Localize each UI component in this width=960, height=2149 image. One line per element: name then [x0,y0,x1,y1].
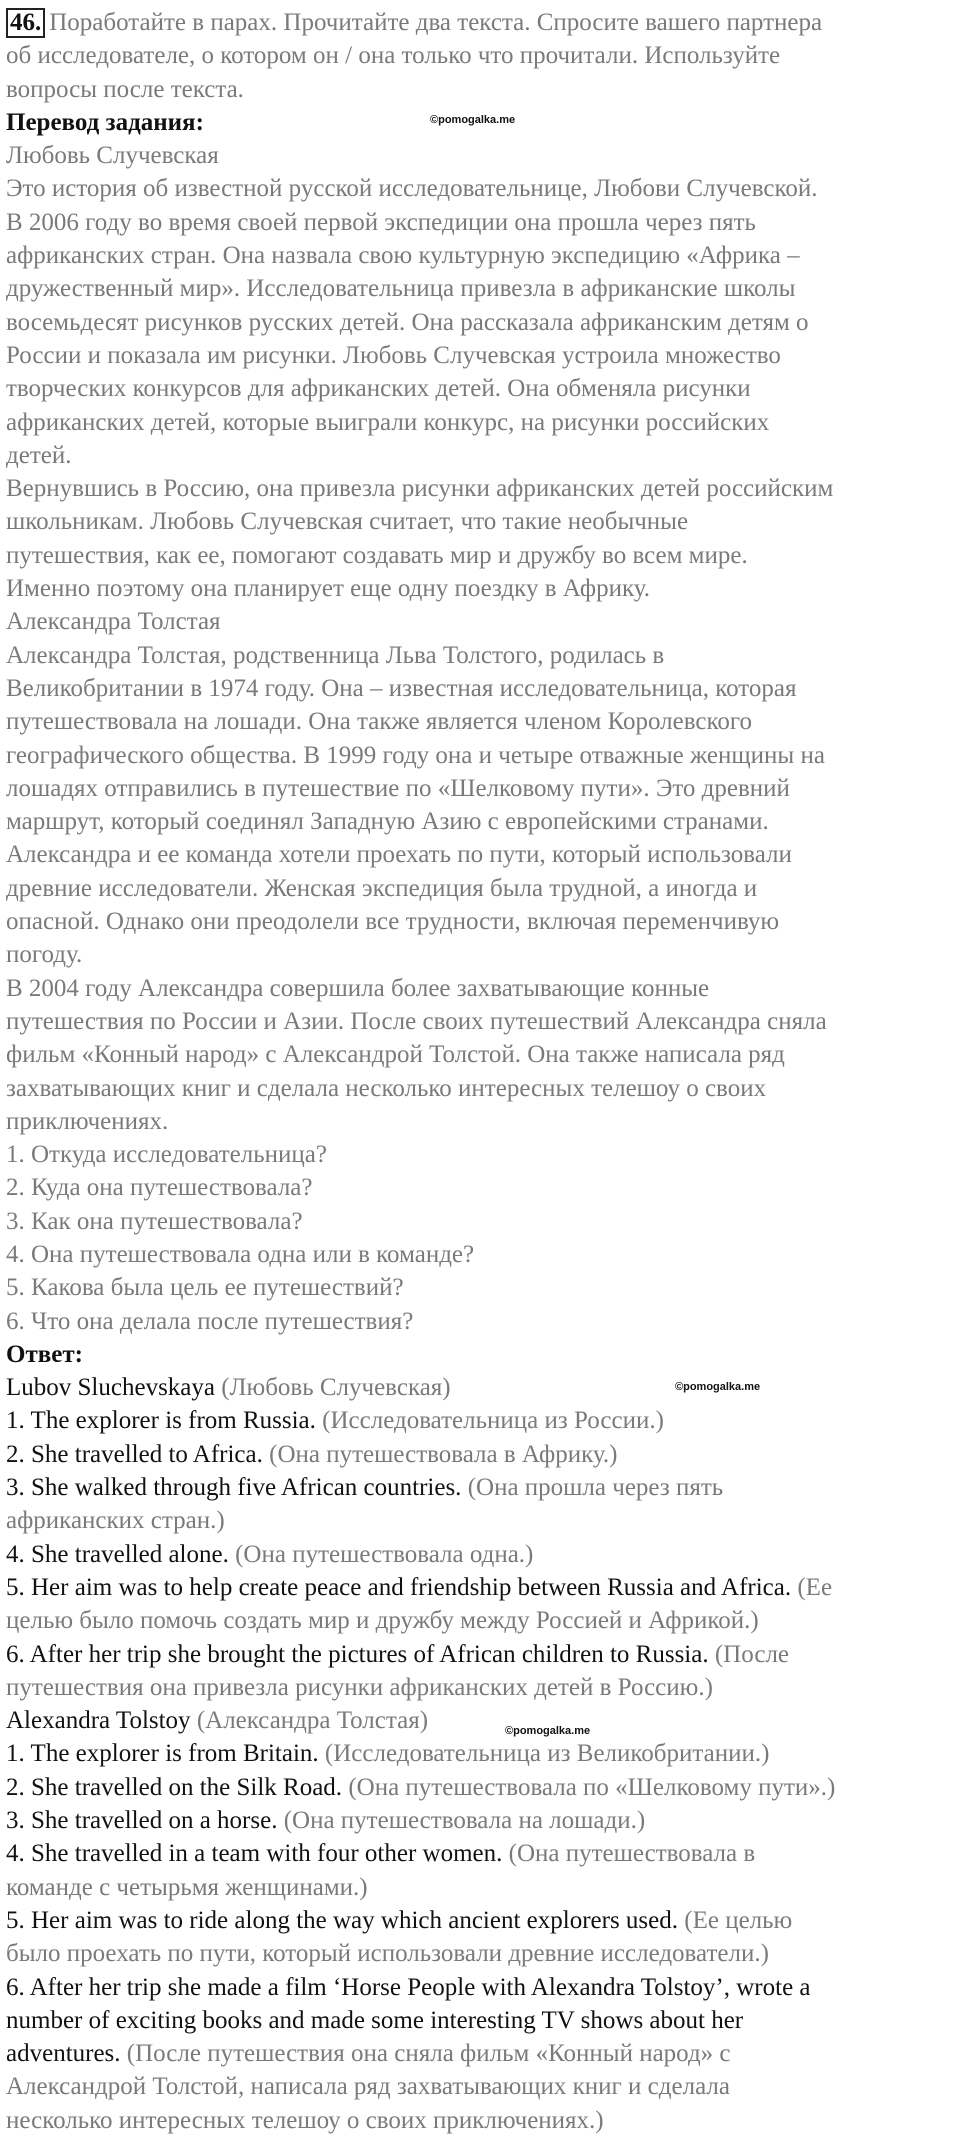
text1-line: африканских детей, которые выиграли конкурс, на рисунки российских [6,408,770,436]
answer1-name [6,1371,956,1404]
watermark: ©pomogalka.me [505,1725,591,1737]
answer1-item [6,1538,956,1571]
answer-en: 6. After her trip she brought the pictures of African children to Russia. [6,1640,709,1668]
answer-en: 2. She travelled on the Silk Road. [6,1773,343,1801]
text2-line: древние исследователи. Женская экспедиция была трудной, а иногда и [6,874,758,902]
answer-ru-cont: команде с четырьмя женщинами.) [6,1873,368,1901]
text2-line: Великобритании в 1974 году. Она – известная исследовательница, которая [6,674,797,702]
answer-ru: (Ее целью [684,1906,793,1934]
text2-line: опасной. Однако они преодолели все трудности, включая переменчивую [6,908,780,936]
text2-line: лошадях отправились в путешествие по «Шелковому пути». Это древний [6,774,790,802]
answer2-item [6,1804,956,1837]
answer-ru: (Она путешествовала по «Шелковому пути».) [348,1773,836,1801]
answer-heading: Ответ: [6,1340,83,1368]
answer-en-cont: number of exciting books and made some interesting TV shows about her [6,2006,744,2034]
question: 1. Откуда исследовательница? [6,1141,327,1169]
answer1-item [6,1471,956,1504]
answer2-item [6,1837,956,1870]
answer-ru-cont: было проехать по пути, который использовали древние исследователи.) [6,1940,769,1968]
answer-en: 3. She walked through five African countries. [6,1474,462,1502]
answer2-name [6,1704,956,1737]
text2-line: Александра и ее команда хотели проехать по пути, который использовали [6,841,792,869]
text2-line: путешествия по России и Азии. После своих путешествий Александра сняла [6,1007,827,1035]
text2-line: маршрут, который соединял Западную Азию с европейскими странами. [6,808,769,836]
answer-ru: (Она прошла через пять [467,1474,724,1502]
question: 2. Куда она путешествовала? [6,1174,313,1202]
answer-ru: (Она путешествовала одна.) [235,1540,534,1568]
answer-ru: (Она путешествовала на лошади.) [283,1807,646,1835]
answer-en: 1. The explorer is from Russia. [6,1407,316,1435]
text1-line: В 2006 году во время своей первой экспедиции она прошла через пять [6,208,756,236]
answer2-item [6,1771,956,1804]
answer2-item [6,2037,956,2070]
text1-line: творческих конкурсов для африканских детей. Она обменяла рисунки [6,375,751,403]
answer-ru-cont: несколько интересных телешоу о своих приключениях.) [6,2106,604,2134]
answer-en-cont: adventures. [6,2040,121,2068]
text2-line: приключениях. [6,1107,169,1135]
text2-title: Александра Толстая [6,608,221,636]
answer2-item [6,1737,956,1770]
translation-heading: Перевод задания: [6,108,204,136]
text1-line: дружественный мир». Исследовательница привезла в африканские школы [6,275,796,303]
answer-ru: (Исследовательница из России.) [322,1407,664,1435]
text1-line: Вернувшись в Россию, она привезла рисунки африканских детей российским [6,475,834,503]
text1-line: Именно поэтому она планирует еще одну поездку в Африку. [6,575,650,603]
text1-line: Это история об известной русской исследовательнице, Любови Случевской. [6,175,818,203]
question: 5. Какова была цель ее путешествий? [6,1274,404,1302]
question: 4. Она путешествовала одна или в команде? [6,1240,475,1268]
task-text: Поработайте в парах. Прочитайте два текста. Спросите вашего партнера [49,9,823,36]
task-line-3: вопросы после текста. [6,75,244,103]
answer1-item [6,1638,956,1671]
task-line-1 [6,6,956,39]
answer-en: 1. The explorer is from Britain. [6,1740,319,1768]
answer-ru: (После путешествия она сняла фильм «Конный народ» с [126,2040,731,2068]
answer-ru: (Она путешествовала в Африку.) [269,1440,618,1468]
text2-line: захватывающих книг и сделала несколько интересных телешоу о своих [6,1074,767,1102]
answer-ru: (Исследовательница из Великобритании.) [324,1740,770,1768]
document-page [6,6,956,2137]
answer-ru: (После [714,1640,790,1668]
text2-line: Александра Толстая, родственница Льва Толстого, родилась в [6,641,665,669]
answer-en: 4. She travelled in a team with four other women. [6,1840,503,1868]
answer-en: 6. After her trip she made a film ‘Horse People with Alexandra Tolstoy’, wrote a [6,1973,811,2001]
answer-en: 3. She travelled on a horse. [6,1807,278,1835]
watermark: ©pomogalka.me [430,114,516,126]
answer-en: 5. Her aim was to ride along the way which ancient explorers used. [6,1906,679,1934]
text1-line: детей. [6,441,72,469]
text2-line: фильм «Конный народ» с Александрой Толстой. Она также написала ряд [6,1041,785,1069]
answer2-item [6,1904,956,1937]
text1-line: африканских стран. Она назвала свою культурную экспедицию «Африка – [6,242,800,270]
task-number: 46. [6,8,45,38]
text2-line: географического общества. В 1999 году она и четыре отважные женщины на [6,741,825,769]
answer1-item [6,1438,956,1471]
answer-en: 4. She travelled alone. [6,1540,229,1568]
text1-line: России и показала им рисунки. Любовь Случевская устроила множество [6,341,781,369]
answer-en: 2. She travelled to Africa. [6,1440,263,1468]
answer-ru-cont: целью было помочь создать мир и дружбу между Россией и Африкой.) [6,1607,759,1635]
answer-ru-cont: Александрой Толстой, написала ряд захватывающих книг и сделала [6,2073,730,2101]
text2-line: погоду. [6,941,83,969]
answer1-name-en: Lubov Sluchevskaya [6,1374,215,1402]
watermark: ©pomogalka.me [675,1381,761,1393]
text2-line: путешествовала на лошади. Она также является членом Королевского [6,708,752,736]
text1-line: путешествия, как ее, помогают создавать мир и дружбу во всем мире. [6,541,748,569]
text1-title: Любовь Случевская [6,142,219,170]
task-line-2: об исследователе, о котором он / она только что прочитали. Используйте [6,42,781,70]
text1-line: восемьдесят рисунков русских детей. Она рассказала африканским детям о [6,308,809,336]
answer-en: 5. Her aim was to help create peace and friendship between Russia and Africa. [6,1573,792,1601]
text2-line: В 2004 году Александра совершила более захватывающие конные [6,974,710,1002]
answer-ru: (Она путешествовала в [508,1840,756,1868]
answer1-item [6,1404,956,1437]
question: 6. Что она делала после путешествия? [6,1307,414,1335]
answer2-name-ru: (Александра Толстая) [196,1707,429,1735]
answer1-name-ru: (Любовь Случевская) [221,1374,451,1402]
answer-ru: (Ее [797,1573,833,1601]
question: 3. Как она путешествовала? [6,1207,303,1235]
answer2-name-en: Alexandra Tolstoy [6,1707,191,1735]
answer-ru-cont: африканских стран.) [6,1507,225,1535]
answer-ru-cont: путешествия она привезла рисунки африканских детей в Россию.) [6,1673,713,1701]
answer1-item [6,1571,956,1604]
text1-line: школьникам. Любовь Случевская считает, что такие необычные [6,508,689,536]
